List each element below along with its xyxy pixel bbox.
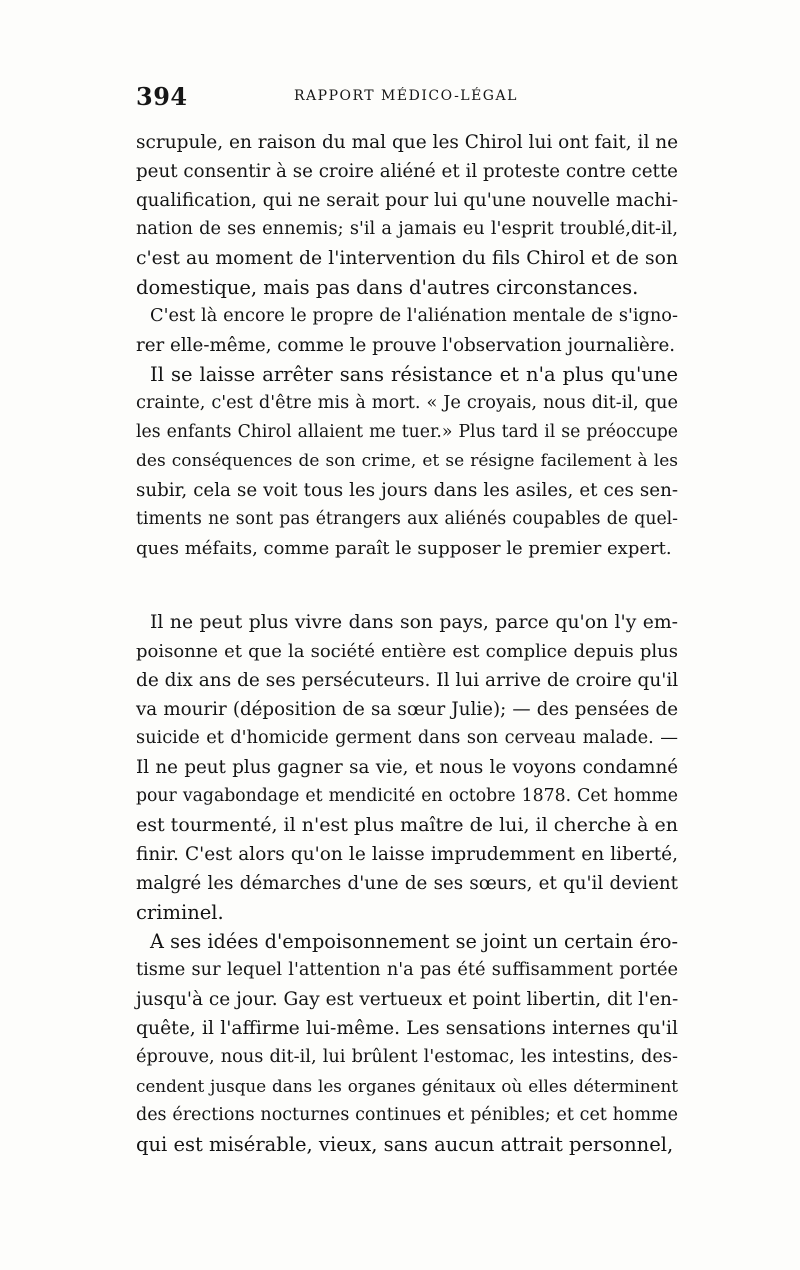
- text-line: pour vagabondage et mendicité en octobre 1878. Cet homme: [136, 786, 678, 806]
- text-line: C'est là encore le propre de l'aliénation mentale de s'igno-: [150, 306, 678, 326]
- page-header: [136, 82, 678, 116]
- paragraph: [136, 608, 678, 927]
- paragraph: [136, 128, 678, 302]
- text-line: finir. C'est alors qu'on le laisse imprudemment en liberté,: [136, 844, 678, 865]
- text-line: des conséquences de son crime, et se résigne facilement à les: [136, 451, 678, 471]
- text-line: timents ne sont pas étrangers aux aliénés coupables de quel-: [136, 509, 678, 529]
- text-line: nation de ses ennemis; s'il a jamais eu l'esprit troublé,dit-il,: [136, 219, 678, 239]
- text-line: crainte, c'est d'être mis à mort. « Je croyais, nous dit-il, que: [136, 393, 678, 413]
- text-line: Il ne peut plus gagner sa vie, et nous le voyons condamné: [136, 757, 678, 778]
- text-line: A ses idées d'empoisonnement se joint un certain éro-: [150, 930, 678, 953]
- text-line: qui est misérable, vieux, sans aucun attrait personnel,: [136, 1133, 674, 1156]
- text-line: Il ne peut plus vivre dans son pays, parce qu'on l'y em-: [150, 612, 678, 633]
- text-line: tisme sur lequel l'attention n'a pas été suffisamment portée: [136, 960, 678, 980]
- text-line: cendent jusque dans les organes génitaux où elles déterminent: [136, 1076, 678, 1096]
- text-line: criminel.: [136, 901, 224, 924]
- text-line: qualification, qui ne serait pour lui qu'une nouvelle machi-: [136, 190, 678, 211]
- text-line: scrupule, en raison du mal que les Chirol lui ont fait, il ne: [136, 132, 679, 153]
- text-line: domestique, mais pas dans d'autres circonstances.: [136, 276, 639, 299]
- text-line: malgré les démarches d'une de ses sœurs, et qu'il devient: [136, 873, 678, 894]
- body-text: [136, 128, 678, 1159]
- text-line: c'est au moment de l'intervention du fils Chirol et de son: [136, 248, 678, 269]
- text-line: ques méfaits, comme paraît le supposer le premier expert.: [136, 538, 672, 559]
- text-line: quête, il l'affirme lui-même. Les sensations internes qu'il: [136, 1018, 678, 1039]
- text-line: suicide et d'homicide germent dans son cerveau malade. —: [136, 728, 678, 748]
- section-gap: [136, 563, 678, 608]
- text-line: poisonne et que la société entière est complice depuis plus: [136, 641, 678, 662]
- text-line: de dix ans de ses persécuteurs. Il lui arrive de croire qu'il: [136, 670, 679, 691]
- text-line: Il se laisse arrêter sans résistance et n'a plus qu'une: [150, 363, 678, 386]
- text-line: va mourir (déposition de sa sœur Julie); — des pensées de: [136, 699, 678, 720]
- text-line: subir, cela se voit tous les jours dans les asiles, et ces sen-: [136, 480, 678, 501]
- text-line: des érections nocturnes continues et pénibles; et cet homme: [136, 1105, 678, 1125]
- text-line: jusqu'à ce jour. Gay est vertueux et point libertin, dit l'en-: [136, 989, 679, 1010]
- running-title: RAPPORT MÉDICO-LÉGAL: [294, 88, 518, 104]
- text-line: peut consentir à se croire aliéné et il proteste contre cette: [136, 161, 678, 182]
- text-line: est tourmenté, il n'est plus maître de lui, il cherche à en: [136, 814, 678, 836]
- text-line: rer elle-même, comme le prouve l'observation journalière.: [136, 335, 676, 356]
- page-number: 394: [136, 82, 188, 111]
- paragraph: [136, 360, 678, 563]
- text-line: éprouve, nous dit-il, lui brûlent l'estomac, les intestins, des-: [136, 1047, 678, 1067]
- paragraph: [136, 302, 678, 360]
- paragraph: [136, 927, 678, 1159]
- text-line: les enfants Chirol allaient me tuer.» Plus tard il se préoccupe: [136, 422, 678, 442]
